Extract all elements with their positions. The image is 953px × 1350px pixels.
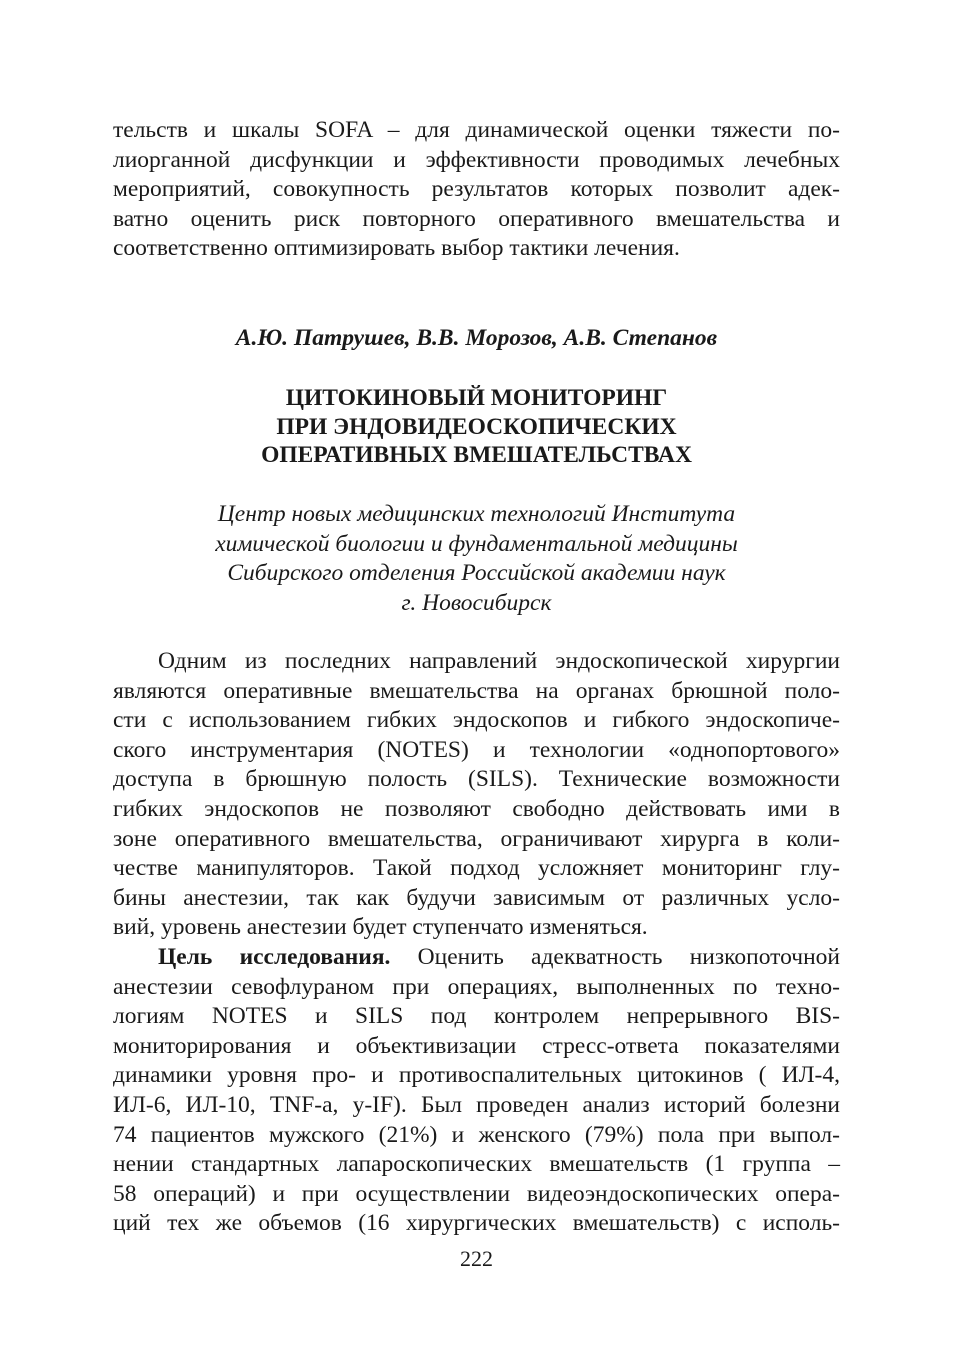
text-line: Одним из последних направлений эндоскопической хирургии	[158, 648, 840, 674]
text-line: лиорганной дисфункции и эффективности проводимых лечебных	[113, 146, 840, 173]
text-line: доступа в брюшную полость (SILS). Технические возможности	[113, 766, 840, 793]
article-affiliation	[113, 500, 840, 618]
title-line: ОПЕРАТИВНЫХ ВМЕШАТЕЛЬСТВАХ	[261, 442, 692, 468]
text-line: нении стандартных лапароскопических вмешательств (1 группа –	[113, 1151, 840, 1178]
text-line: динамики уровня про- и противоспалительных цитокинов ( ИЛ-4,	[113, 1062, 840, 1089]
text-run: Оценить адекватность низкопоточной	[390, 944, 840, 970]
research-goal-label: Цель исследования.	[158, 944, 391, 970]
text-line: соответственно оптимизировать выбор тактики лечения.	[113, 235, 680, 262]
text-line: бины анестезии, так как будучи зависимым от различных усло-	[113, 884, 840, 911]
text-line: вий, уровень анестезии будет ступенчато изменяться.	[113, 914, 648, 941]
text-line: мероприятий, совокупность результатов которых позволит адек-	[113, 176, 840, 203]
text-line: тельств и шкалы SOFA – для динамической оценки тяжести по-	[113, 117, 840, 143]
text-line: ватно оценить риск повторного оперативного вмешательства и	[113, 205, 840, 232]
text-line: ИЛ-6, ИЛ-10, TNF-a, y-IF). Был проведен анализ историй болезни	[113, 1091, 840, 1118]
text-line: сти с использованием гибких эндоскопов и гибкого эндоскопиче-	[113, 707, 840, 734]
affiliation-line: химической биологии и фундаментальной медицины	[215, 530, 738, 557]
text-line: гибких эндоскопов не позволяют свободно действовать ими в	[113, 795, 840, 822]
continuation-paragraph	[113, 116, 840, 264]
text-line: мониторирования и объективизации стресс-ответа показателями	[113, 1032, 840, 1059]
text-line: ского инструментария (NOTES) и технологии «однопортового»	[113, 736, 840, 763]
text-line: являются оперативные вмешательства на органах брюшной поло-	[113, 677, 840, 704]
body-paragraph-1	[113, 647, 840, 943]
text-line: логиям NOTES и SILS под контролем непрерывного BIS-	[113, 1003, 840, 1030]
text-line: 58 операций) и при осуществлении видеоэндоскопических опера-	[113, 1180, 840, 1207]
text-line	[113, 943, 840, 973]
article-authors: А.Ю. Патрушев, В.В. Морозов, А.В. Степанов	[235, 325, 718, 351]
article-title	[113, 384, 840, 470]
affiliation-line: Центр новых медицинских технологий Института	[217, 501, 736, 527]
text-line: честве манипуляторов. Такой подход усложняет мониторинг глу-	[113, 855, 840, 882]
text-line: ций тех же объемов (16 хирургических вмешательств) с исполь-	[113, 1210, 840, 1237]
text-line: 74 пациентов мужского (21%) и женского (79%) пола при выпол-	[113, 1121, 840, 1148]
affiliation-line: Сибирского отделения Российской академии наук	[227, 560, 726, 586]
body-paragraph-2	[113, 943, 840, 1239]
text-line: анестезии севофлураном при операциях, выполненных по техно-	[113, 973, 840, 1000]
affiliation-line: г. Новосибирск	[401, 589, 552, 616]
title-line: ЦИТОКИНОВЫЙ МОНИТОРИНГ	[285, 385, 668, 411]
text-line: зоне оперативного вмешательства, ограничивают хирурга в коли-	[113, 825, 840, 852]
title-line: ПРИ ЭНДОВИДЕОСКОПИЧЕСКИХ	[276, 413, 677, 440]
page-number: 222	[460, 1246, 493, 1271]
